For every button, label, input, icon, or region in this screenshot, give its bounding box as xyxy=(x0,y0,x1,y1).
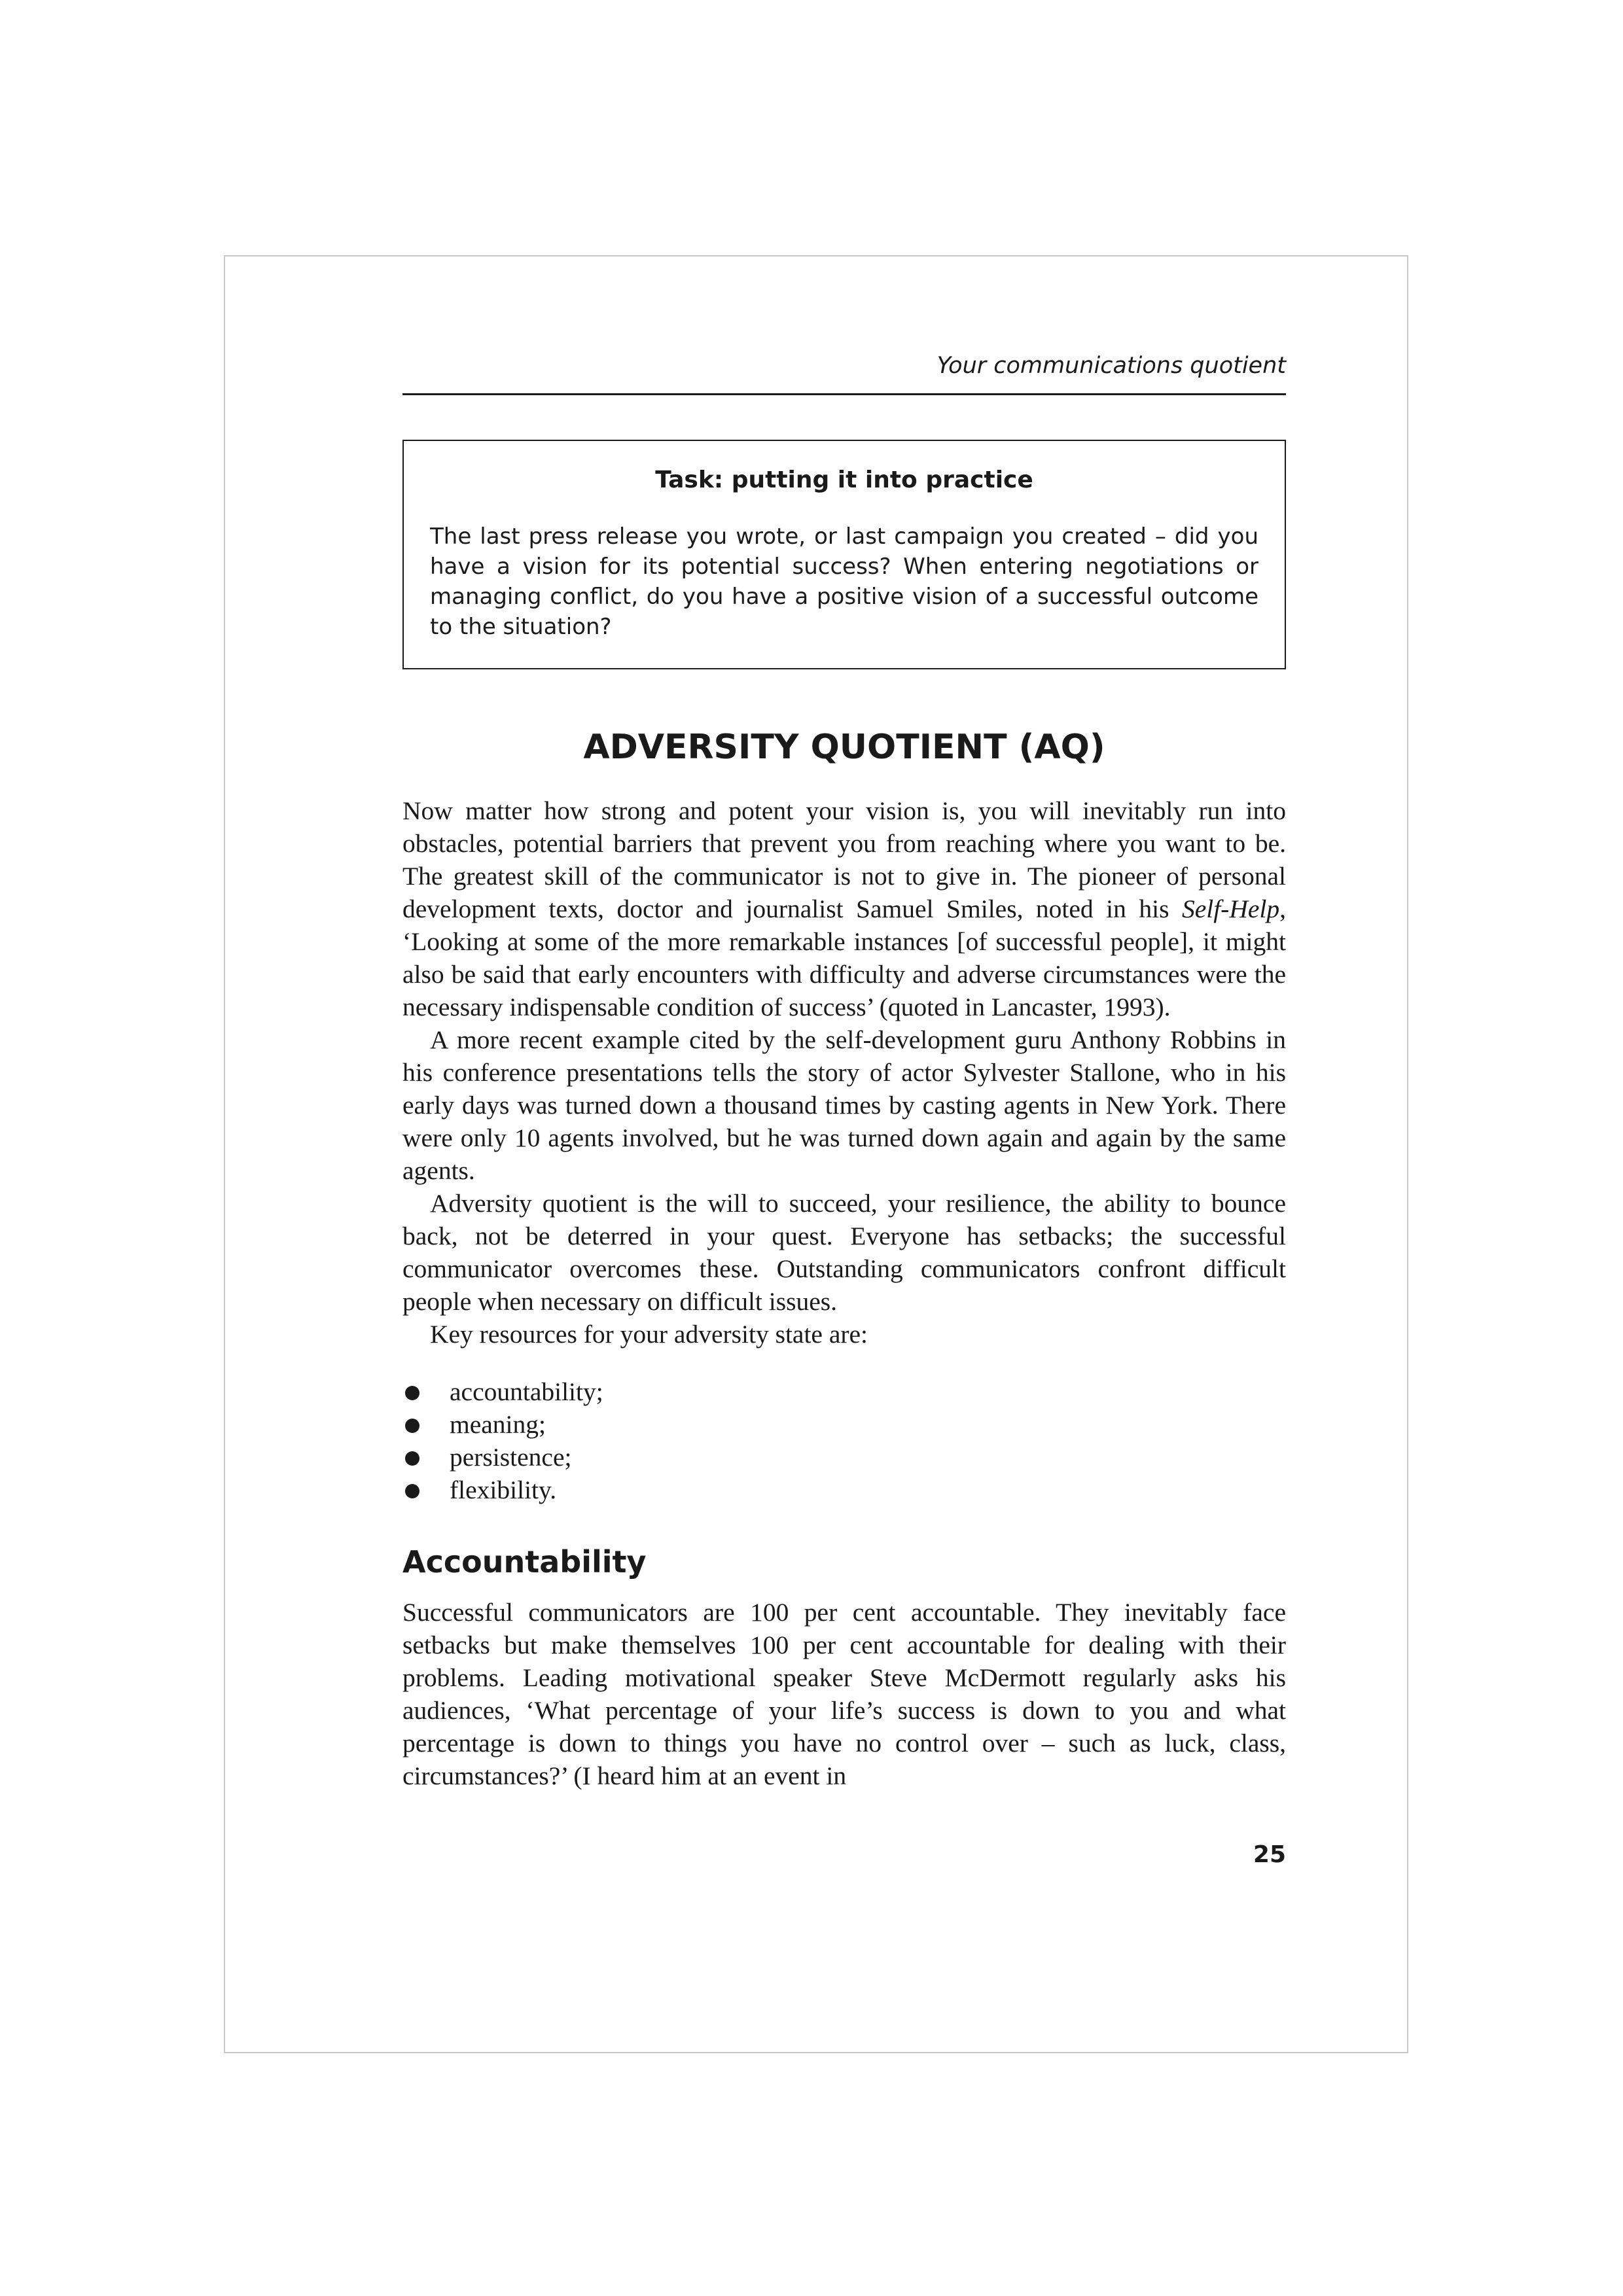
list-item-text: persistence; xyxy=(450,1442,572,1472)
list-item xyxy=(402,1474,1286,1506)
subsection-paragraph: Successful communicators are 100 per cent accountable. They inevitably face setbacks but make themselves 100 per cent accountable for dealing with their problems. Leading motivational speaker Steve McDermott regularly asks his audiences, ‘What percentage of your life’s success is down to you and what percentage is down to things you have no control over – such as luck, class, circumstances?’ (I heard him at an event in xyxy=(402,1597,1286,1790)
paragraph-1-text-a: Now matter how strong and potent your vision is, you will inevitably run into obstacles, potential barriers that prevent you from reaching where you want to be. The greatest skill of the communicator is not to give in. The pioneer of personal development texts, doctor and journalist Samuel Smiles, noted in his xyxy=(402,796,1286,923)
running-head: Your communications quotient xyxy=(936,353,1286,379)
header-rule xyxy=(402,393,1286,395)
paragraph-2: A more recent example cited by the self-development guru Anthony Robbins in his conference presentations tells the story of actor Sylvester Stallone, who in his early days was turned down a thousand times by casting agents in New York. There were only 10 agents involved, but he was turned down again and again by the same agents. xyxy=(402,1025,1286,1185)
bullet-icon xyxy=(405,1484,419,1498)
page-number: 25 xyxy=(1253,1841,1286,1868)
section-heading: ADVERSITY QUOTIENT (AQ) xyxy=(583,728,1105,768)
subsection-heading: Accountability xyxy=(402,1544,647,1580)
bullet-icon xyxy=(405,1451,419,1466)
resource-list xyxy=(402,1375,1286,1506)
bullet-icon xyxy=(405,1419,419,1433)
task-title: Task: putting it into practice xyxy=(655,467,1033,493)
list-item-text: flexibility. xyxy=(450,1475,557,1504)
list-item xyxy=(402,1441,1286,1474)
task-text: The last press release you wrote, or last campaign you created – did you have a vision for its potential success? When entering negotiations or managing conflict, do you have a positive vision of a successful outcome to the situation? xyxy=(430,523,1258,641)
paragraph-1-text-b: , ‘Looking at some of the more remarkable instances [of successful people], it might also be said that early encounters with difficulty and adverse circumstances were the necessary indispensable condition of success’ (quoted in Lancaster, 1993). xyxy=(402,894,1286,1021)
list-item xyxy=(402,1375,1286,1408)
paragraph-3: Adversity quotient is the will to succeed, your resilience, the ability to bounce back, not be deterred in your quest. Everyone has setbacks; the successful communicator overcomes these. Outstanding communicators confront difficult people when necessary on difficult issues. xyxy=(402,1188,1286,1316)
page-content xyxy=(402,327,1286,1867)
bullet-icon xyxy=(405,1386,419,1400)
paragraph-1 xyxy=(402,794,1286,1023)
paragraph-4: Key resources for your adversity state are: xyxy=(430,1319,868,1349)
task-box xyxy=(402,440,1286,669)
list-item-text: accountability; xyxy=(450,1377,603,1406)
list-item-text: meaning; xyxy=(450,1409,546,1439)
book-title-italic: Self-Help xyxy=(1181,894,1280,923)
list-item xyxy=(402,1408,1286,1441)
